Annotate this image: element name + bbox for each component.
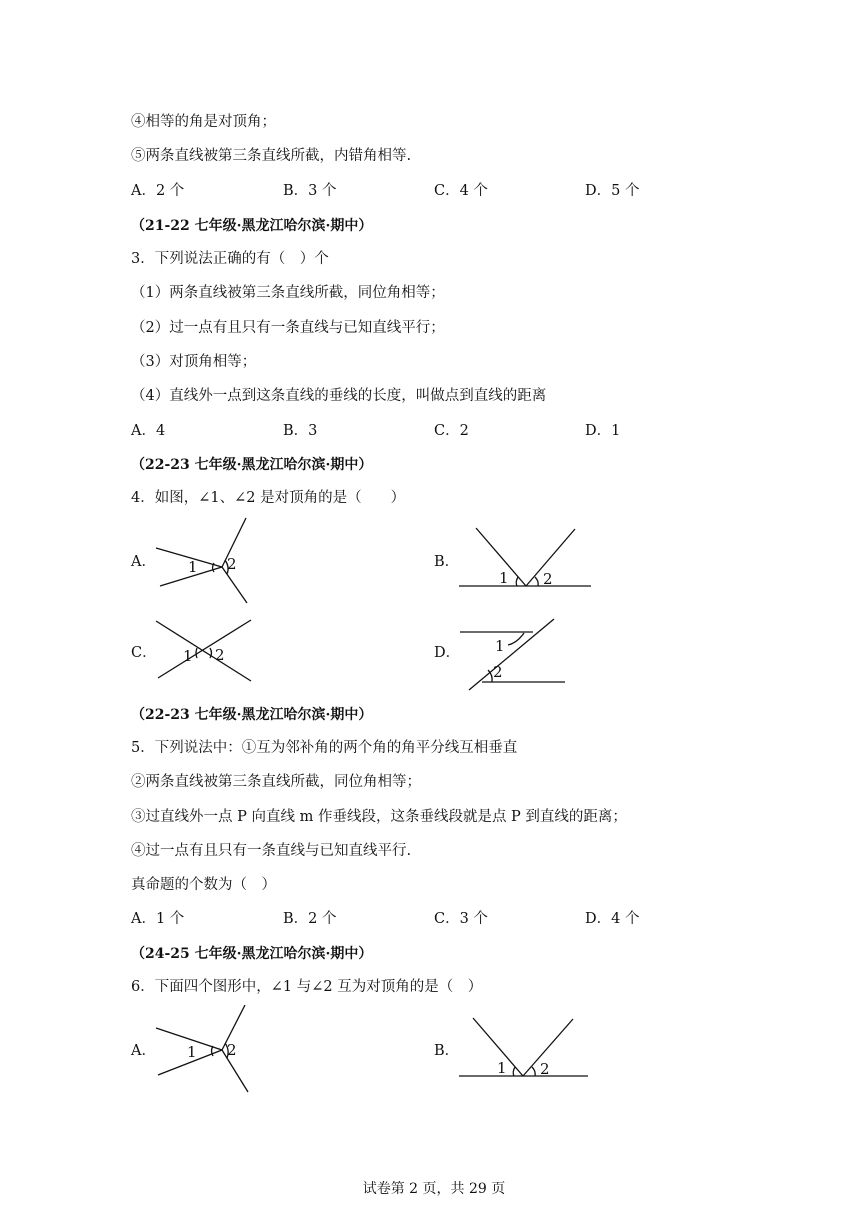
q3-source: （21-22 七年级·黑龙江哈尔滨·期中） [131, 218, 373, 234]
angle-2-label: 2 [540, 1060, 550, 1078]
q6-figure-a-label: A． [131, 1043, 156, 1059]
q2-option-d: D．5 个 [585, 183, 640, 199]
q6-figure-b-label: B． [434, 1043, 460, 1059]
q6-stem: 6．下面四个图形中，∠1 与∠2 互为对顶角的是（ ） [131, 979, 483, 995]
q5-option-b: B．2 个 [283, 911, 337, 927]
angle-1-label: 1 [183, 647, 193, 665]
q6-source: （24-25 七年级·黑龙江哈尔滨·期中） [131, 946, 373, 962]
q4-figure-a [150, 515, 260, 605]
q3-stem: 3．下列说法正确的有（ ）个 [131, 251, 329, 267]
angle-2-label: 2 [493, 663, 503, 681]
angle-1-label: 1 [497, 1059, 507, 1077]
q3-option-c: C．2 [434, 423, 469, 439]
angle-1-label: 1 [495, 637, 505, 655]
q5-item-3: ③过直线外一点 P 向直线 m 作垂线段，这条垂线段就是点 P 到直线的距离； [131, 809, 627, 825]
angle-2-label: 2 [227, 1041, 237, 1059]
q5-stem: 5．下列说法中：①互为邻补角的两个角的角平分线互相垂直 [131, 740, 518, 756]
q3-option-b: B．3 [283, 423, 318, 439]
q6-figure-a [150, 1003, 260, 1095]
q6-figure-b [455, 1015, 595, 1085]
q3-item-4: （4）直线外一点到这条直线的垂线的长度，叫做点到直线的距离 [131, 388, 547, 404]
angle-1-label: 1 [187, 1043, 197, 1061]
q2-option-c: C．4 个 [434, 183, 488, 199]
q4-figure-c [152, 615, 257, 685]
page-footer: 试卷第 2 页，共 29 页 [362, 1181, 506, 1197]
angle-arc [508, 633, 524, 645]
angle-1-label: 1 [188, 558, 198, 576]
q5-question: 真命题的个数为（ ） [131, 877, 276, 893]
q2-item-4: ④相等的角是对顶角； [131, 114, 276, 130]
q4-stem: 4．如图，∠1、∠2 是对顶角的是（ ） [131, 490, 406, 506]
angle-arc [196, 648, 197, 658]
q2-option-a: A．2 个 [131, 183, 185, 199]
line [156, 621, 251, 681]
angle-arc [516, 577, 518, 586]
q5-item-4: ④过一点有且只有一条直线与已知直线平行. [131, 843, 412, 859]
q4-figure-b [455, 525, 595, 595]
q5-option-c: C．3 个 [434, 911, 488, 927]
q3-option-a: A．4 [131, 423, 166, 439]
q4-figure-b-label: B． [434, 554, 460, 570]
line [158, 620, 251, 678]
q4-figure-d-label: D． [434, 645, 461, 661]
q3-item-2: （2）过一点有且只有一条直线与已知直线平行； [131, 320, 445, 336]
transversal [469, 619, 554, 690]
q3-option-d: D．1 [585, 423, 621, 439]
q5-option-a: A．1 个 [131, 911, 185, 927]
q4-figure-a-label: A． [131, 554, 156, 570]
q5-item-2: ②两条直线被第三条直线所截，同位角相等； [131, 774, 421, 790]
q3-item-1: （1）两条直线被第三条直线所截，同位角相等； [131, 285, 445, 301]
angle-arc [210, 648, 212, 658]
angle-arc [513, 1067, 515, 1076]
q4-source: （22-23 七年级·黑龙江哈尔滨·期中） [131, 457, 373, 473]
q2-option-b: B．3 个 [283, 183, 337, 199]
angle-2-label: 2 [215, 646, 225, 664]
q4-figure-d [455, 615, 570, 695]
angle-arc [212, 1046, 214, 1056]
q3-item-3: （3）对顶角相等； [131, 354, 257, 370]
angle-2-label: 2 [227, 555, 237, 573]
q4-figure-c-label: C． [131, 645, 157, 661]
q2-item-5: ⑤两条直线被第三条直线所截，内错角相等. [131, 148, 412, 164]
angle-2-label: 2 [543, 570, 553, 588]
angle-arc [532, 1067, 535, 1076]
q5-source: （22-23 七年级·黑龙江哈尔滨·期中） [131, 707, 373, 723]
angle-arc [213, 563, 215, 572]
angle-1-label: 1 [499, 569, 509, 587]
angle-arc [535, 577, 538, 586]
q5-option-d: D．4 个 [585, 911, 640, 927]
